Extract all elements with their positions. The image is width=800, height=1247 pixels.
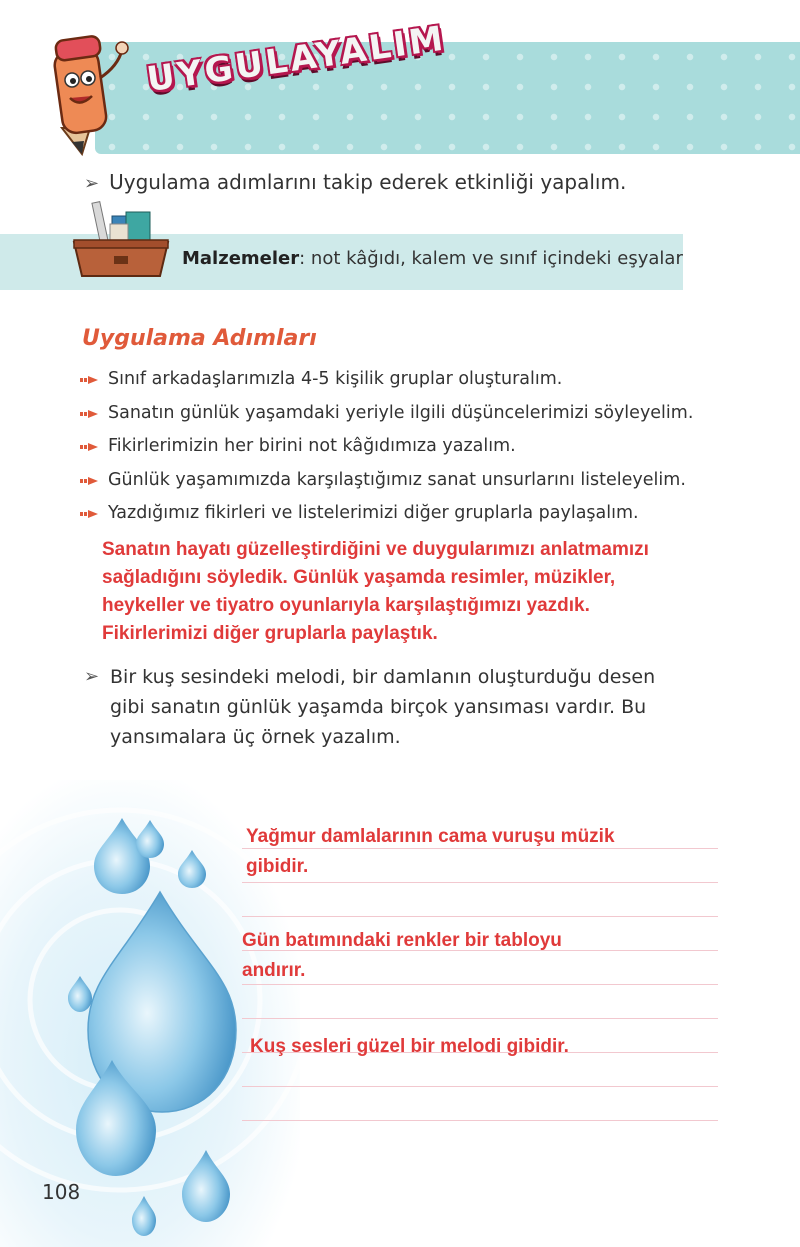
arrow-bullet-icon xyxy=(80,410,98,418)
arrow-icon: ➢ xyxy=(84,173,100,194)
step-text: Fikirlerimizin her birini not kâğıdımıza yazalım. xyxy=(108,436,516,456)
ruled-line xyxy=(242,984,718,985)
intro-line xyxy=(84,170,626,194)
list-item xyxy=(80,398,720,432)
arrow-bullet-icon xyxy=(80,376,98,384)
arrow-icon: ➢ xyxy=(84,666,100,687)
question-line: gibi sanatın günlük yaşamda birçok yansıması vardır. Bu xyxy=(110,696,647,718)
intro-text: Uygulama adımlarını takip ederek etkinliği yapalım. xyxy=(109,170,627,194)
ruled-line xyxy=(242,882,718,883)
toolbox-icon xyxy=(66,200,176,280)
list-item xyxy=(80,465,720,499)
question-line: Bir kuş sesindeki melodi, bir damlanın oluşturduğu desen xyxy=(110,666,656,688)
answer-line: Sanatın hayatı güzelleştirdiğini ve duygularımızı anlatmamızı xyxy=(102,539,649,560)
ruled-line xyxy=(242,1018,718,1019)
page-title: UYGULAYALIM xyxy=(144,18,449,100)
arrow-bullet-icon xyxy=(80,443,98,451)
ruled-line xyxy=(242,1086,718,1087)
step-text: Sınıf arkadaşlarımızla 4-5 kişilik gruplar oluşturalım. xyxy=(108,369,563,389)
answer-line: Fikirlerimizi diğer gruplarla paylaştık. xyxy=(102,623,438,644)
steps-title: Uygulama Adımları xyxy=(82,326,317,351)
answer-text: Gün batımındaki renkler bir tabloyu xyxy=(242,930,562,951)
answer-text: andırır. xyxy=(242,960,306,981)
step-text: Günlük yaşamımızda karşılaştığımız sanat unsurlarını listeleyelim. xyxy=(108,469,686,490)
ruled-line xyxy=(242,916,718,917)
pencil-mascot-icon xyxy=(40,28,130,158)
answer-line: sağladığını söyledik. Günlük yaşamda resimler, müzikler, xyxy=(102,567,616,588)
answer-text: gibidir. xyxy=(246,856,309,877)
answer-paragraph xyxy=(102,536,782,648)
list-item xyxy=(80,431,720,465)
materials-list: : not kâğıdı, kalem ve sınıf içindeki eşyalar xyxy=(299,248,683,269)
step-text: Yazdığımız fikirleri ve listelerimizi diğer gruplarla paylaşalım. xyxy=(108,503,639,523)
materials-label: Malzemeler xyxy=(182,248,300,269)
step-text: Sanatın günlük yaşamdaki yeriyle ilgili düşüncelerimizi söyleyelim. xyxy=(108,402,694,423)
question-block xyxy=(84,662,724,752)
list-item xyxy=(80,498,720,532)
list-item xyxy=(80,364,720,398)
answer-text: Yağmur damlalarının cama vuruşu müzik xyxy=(246,826,615,847)
answer-line: heykeller ve tiyatro oyunlarıyla karşılaştığımızı yazdık. xyxy=(102,595,590,616)
ruled-line xyxy=(242,1120,718,1121)
materials-text xyxy=(182,248,683,269)
page-number: 108 xyxy=(42,1180,81,1204)
answer-text: Kuş sesleri güzel bir melodi gibidir. xyxy=(250,1036,569,1057)
arrow-bullet-icon xyxy=(80,477,98,485)
steps-list xyxy=(80,364,720,532)
question-line: yansımalara üç örnek yazalım. xyxy=(110,726,401,748)
arrow-bullet-icon xyxy=(80,510,98,518)
